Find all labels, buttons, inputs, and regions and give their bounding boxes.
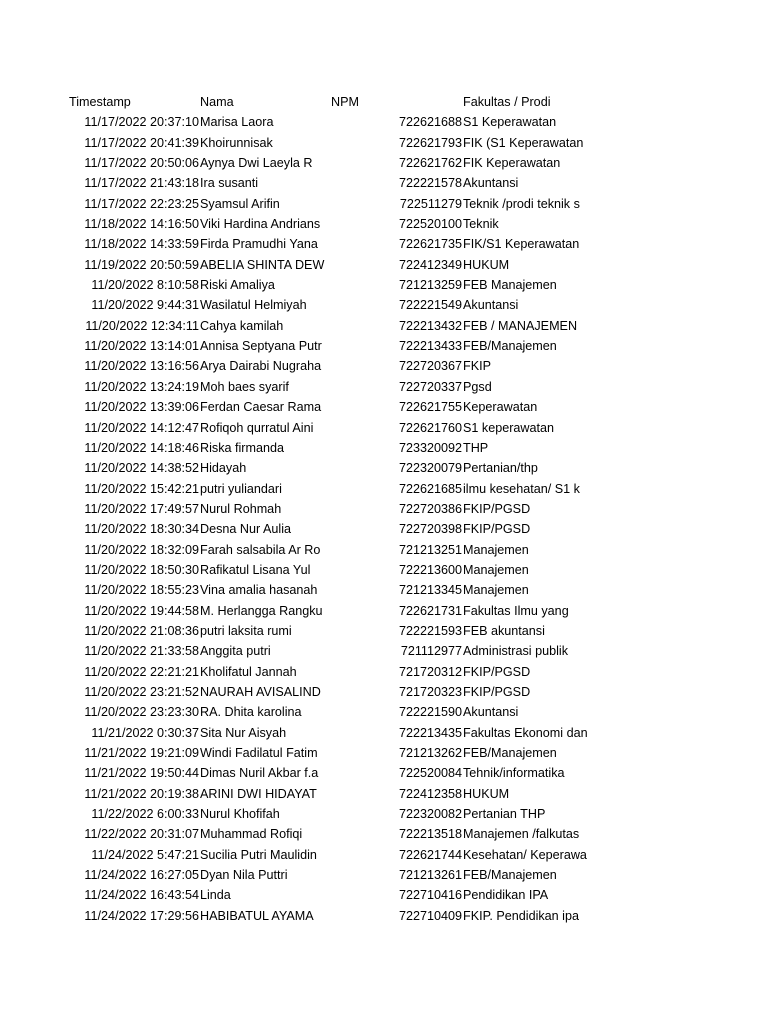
timestamp-cell: 11/20/2022 13:14:01: [84, 339, 199, 354]
timestamp-cell: 11/17/2022 21:43:18: [84, 176, 199, 191]
timestamp-cell: 11/17/2022 20:50:06: [84, 156, 199, 171]
nama-cell: Linda: [200, 888, 231, 903]
npm-cell: 722621688: [398, 115, 462, 130]
header-row: [0, 92, 768, 112]
timestamp-cell: 11/21/2022 20:19:38: [84, 786, 199, 801]
table-row: [0, 479, 768, 499]
timestamp-cell: 11/18/2022 14:16:50: [84, 217, 199, 232]
nama-cell: Aynya Dwi Laeyla R: [200, 156, 313, 171]
fakultas-cell: FKIP/PGSD: [463, 664, 531, 679]
nama-cell: Viki Hardina Andrians: [200, 217, 321, 232]
nama-cell: putri laksita rumi: [200, 623, 292, 638]
table-row: [0, 356, 768, 376]
table-row: [0, 153, 768, 173]
header-nama: Nama: [200, 95, 234, 109]
npm-cell: 722320079: [398, 461, 462, 476]
table-row: [0, 418, 768, 438]
npm-cell: 722621685: [398, 481, 462, 496]
npm-cell: 722621735: [398, 237, 462, 252]
nama-cell: Dimas Nuril Akbar f.a: [200, 766, 319, 781]
timestamp-cell: 11/21/2022 19:21:09: [84, 746, 199, 760]
nama-cell: Vina amalia hasanah: [200, 583, 318, 598]
fakultas-cell: Manajemen: [463, 562, 529, 577]
table-row: [0, 275, 768, 295]
fakultas-cell: FKIP. Pendidikan ipa: [463, 908, 579, 923]
nama-cell: RA. Dhita karolina: [200, 705, 302, 720]
npm-cell: 721213345: [398, 583, 462, 598]
fakultas-cell: Pertanian THP: [463, 807, 546, 822]
table-row: [0, 499, 768, 519]
npm-cell: 722221590: [398, 705, 462, 720]
nama-cell: Desna Nur Aulia: [200, 522, 292, 537]
nama-cell: Ira susanti: [200, 176, 259, 191]
table-row: [0, 560, 768, 580]
nama-cell: Sucilia Putri Maulidin: [200, 847, 317, 862]
nama-cell: Muhammad Rofiqi: [200, 827, 303, 842]
npm-cell: 722621755: [398, 400, 462, 415]
fakultas-cell: Akuntansi: [463, 705, 519, 720]
timestamp-cell: 11/17/2022 20:37:10: [84, 115, 199, 130]
timestamp-cell: 11/20/2022 18:30:34: [84, 522, 199, 537]
table-row: [0, 255, 768, 275]
nama-cell: Sita Nur Aisyah: [200, 725, 287, 740]
nama-cell: Rafikatul Lisana Yul: [200, 562, 311, 577]
fakultas-cell: HUKUM: [463, 257, 510, 272]
nama-cell: Kholifatul Jannah: [200, 664, 297, 679]
fakultas-cell: Administrasi publik: [463, 644, 568, 659]
npm-cell: 722213600: [398, 562, 462, 577]
table-row: [0, 377, 768, 397]
table-row: [0, 519, 768, 539]
npm-cell: 722213435: [398, 725, 462, 740]
npm-cell: 723320092: [398, 440, 462, 455]
timestamp-cell: 11/24/2022 5:47:21: [91, 847, 199, 862]
fakultas-cell: Fakultas Ilmu yang: [463, 603, 569, 618]
table-body: [0, 112, 768, 926]
timestamp-cell: 11/22/2022 6:00:33: [91, 807, 199, 822]
npm-cell: 722621731: [398, 603, 462, 618]
timestamp-cell: 11/20/2022 9:44:31: [91, 298, 199, 313]
header-fakultas: Fakultas / Prodi: [463, 95, 551, 109]
fakultas-cell: S1 keperawatan: [463, 420, 555, 435]
table-row: [0, 763, 768, 783]
npm-cell: 722720398: [398, 522, 462, 537]
nama-cell: putri yuliandari: [200, 481, 282, 496]
table-row: [0, 194, 768, 214]
nama-cell: Annisa Septyana Putr: [200, 339, 322, 354]
table-row: [0, 234, 768, 254]
timestamp-cell: 11/20/2022 8:10:58: [91, 278, 199, 293]
nama-cell: NAURAH AVISALIND: [200, 684, 321, 699]
timestamp-cell: 11/20/2022 15:42:21: [84, 481, 199, 496]
nama-cell: Wasilatul Helmiyah: [200, 298, 307, 313]
fakultas-cell: S1 Keperawatan: [463, 115, 557, 130]
table-row: [0, 458, 768, 478]
fakultas-cell: Pendidikan IPA: [463, 888, 549, 903]
nama-cell: Rofiqoh qurratul Aini: [200, 420, 314, 435]
nama-cell: ABELIA SHINTA DEW: [200, 257, 325, 272]
nama-cell: Marisa Laora: [200, 115, 274, 130]
fakultas-cell: Pertanian/thp: [463, 461, 538, 476]
npm-cell: 722710409: [398, 908, 462, 923]
npm-cell: 721213261: [398, 868, 462, 883]
npm-cell: 722213433: [398, 339, 462, 354]
npm-cell: 722621760: [398, 420, 462, 435]
nama-cell: Ferdan Caesar Rama: [200, 400, 322, 415]
timestamp-cell: 11/20/2022 14:18:46: [84, 440, 199, 455]
npm-cell: 722621744: [398, 847, 462, 862]
fakultas-cell: Teknik /prodi teknik s: [463, 196, 580, 211]
timestamp-cell: 11/20/2022 21:33:58: [84, 644, 199, 659]
npm-cell: 722213432: [398, 318, 462, 333]
npm-cell: 722520084: [398, 766, 462, 781]
timestamp-cell: 11/20/2022 23:21:52: [84, 684, 199, 699]
fakultas-cell: HUKUM: [463, 786, 510, 801]
fakultas-cell: FKIP/PGSD: [463, 684, 531, 699]
timestamp-cell: 11/21/2022 19:50:44: [84, 766, 199, 781]
nama-cell: Nurul Khofifah: [200, 807, 280, 822]
npm-cell: 722720386: [398, 501, 462, 516]
table-row: [0, 641, 768, 661]
nama-cell: ARINI DWI HIDAYAT: [200, 786, 317, 801]
table-row: [0, 885, 768, 905]
fakultas-cell: FEB/Manajemen: [463, 746, 557, 760]
table-row: [0, 804, 768, 824]
fakultas-cell: FEB/Manajemen: [463, 868, 557, 883]
timestamp-cell: 11/20/2022 19:44:58: [84, 603, 199, 618]
fakultas-cell: Akuntansi: [463, 298, 519, 313]
table-row: [0, 621, 768, 641]
fakultas-cell: FKIP/PGSD: [463, 501, 531, 516]
timestamp-cell: 11/24/2022 16:43:54: [84, 888, 199, 903]
npm-cell: 722412349: [398, 257, 462, 272]
nama-cell: Riski Amaliya: [200, 278, 275, 293]
timestamp-cell: 11/20/2022 22:21:21: [84, 664, 199, 679]
nama-cell: HABIBATUL AYAMA: [200, 908, 314, 923]
npm-cell: 721112977: [400, 644, 462, 659]
nama-cell: Hidayah: [200, 461, 247, 476]
fakultas-cell: Tehnik/informatika: [463, 766, 565, 781]
timestamp-cell: 11/20/2022 13:16:56: [84, 359, 199, 374]
timestamp-cell: 11/24/2022 16:27:05: [84, 868, 199, 883]
nama-cell: Nurul Rohmah: [200, 501, 282, 516]
npm-cell: 721720323: [398, 684, 462, 699]
fakultas-cell: FEB Manajemen: [463, 278, 557, 293]
timestamp-cell: 11/20/2022 23:23:30: [84, 705, 199, 720]
fakultas-cell: THP: [463, 440, 489, 455]
header-timestamp: Timestamp: [69, 95, 131, 109]
npm-cell: 722621762: [398, 156, 462, 171]
table-row: [0, 662, 768, 682]
nama-cell: Moh baes syarif: [200, 379, 289, 394]
nama-cell: Anggita putri: [200, 644, 271, 659]
nama-cell: Dyan Nila Puttri: [200, 868, 288, 883]
fakultas-cell: Manajemen: [463, 583, 529, 598]
nama-cell: Windi Fadilatul Fatim: [200, 746, 318, 760]
table-row: [0, 173, 768, 193]
table-row: [0, 133, 768, 153]
table-row: [0, 865, 768, 885]
npm-cell: 722412358: [398, 786, 462, 801]
timestamp-cell: 11/20/2022 17:49:57: [84, 501, 199, 516]
table-row: [0, 580, 768, 600]
nama-cell: Riska firmanda: [200, 440, 284, 455]
npm-cell: 722511279: [399, 196, 462, 211]
fakultas-cell: Manajemen /falkutas: [463, 827, 580, 842]
table-row: [0, 336, 768, 356]
npm-cell: 721213262: [398, 746, 462, 760]
npm-cell: 721720312: [398, 664, 462, 679]
timestamp-cell: 11/17/2022 20:41:39: [84, 135, 199, 150]
npm-cell: 721213251: [398, 542, 462, 557]
npm-cell: 722320082: [398, 807, 462, 822]
timestamp-cell: 11/21/2022 0:30:37: [91, 725, 199, 740]
fakultas-cell: FEB/Manajemen: [463, 339, 557, 354]
timestamp-cell: 11/20/2022 13:39:06: [84, 400, 199, 415]
timestamp-cell: 11/19/2022 20:50:59: [84, 257, 199, 272]
table-row: [0, 682, 768, 702]
table-row: [0, 906, 768, 926]
table-row: [0, 723, 768, 743]
timestamp-cell: 11/20/2022 18:32:09: [84, 542, 199, 557]
table-row: [0, 112, 768, 132]
table-row: [0, 702, 768, 722]
timestamp-cell: 11/22/2022 20:31:07: [84, 827, 199, 842]
table-row: [0, 743, 768, 763]
npm-cell: 722621793: [398, 135, 462, 150]
npm-cell: 722720367: [398, 359, 462, 374]
table-row: [0, 601, 768, 621]
nama-cell: M. Herlangga Rangku: [200, 603, 323, 618]
table-row: [0, 214, 768, 234]
timestamp-cell: 11/20/2022 13:24:19: [84, 379, 199, 394]
npm-cell: 722520100: [398, 217, 462, 232]
timestamp-cell: 11/20/2022 21:08:36: [84, 623, 199, 638]
fakultas-cell: Fakultas Ekonomi dan: [463, 725, 588, 740]
fakultas-cell: Kesehatan/ Keperawa: [463, 847, 587, 862]
fakultas-cell: Keperawatan: [463, 400, 538, 415]
table-row: [0, 295, 768, 315]
fakultas-cell: ilmu kesehatan/ S1 k: [463, 481, 580, 496]
npm-cell: 722213518: [398, 827, 462, 842]
table-row: [0, 845, 768, 865]
spreadsheet: [0, 92, 768, 926]
npm-cell: 722221593: [398, 623, 462, 638]
timestamp-cell: 11/20/2022 18:55:23: [84, 583, 199, 598]
fakultas-cell: Pgsd: [463, 379, 492, 394]
nama-cell: Arya Dairabi Nugraha: [200, 359, 322, 374]
header-npm: NPM: [331, 95, 359, 109]
npm-cell: 722221549: [398, 298, 462, 313]
fakultas-cell: FKIP/PGSD: [463, 522, 531, 537]
fakultas-cell: Manajemen: [463, 542, 529, 557]
table-row: [0, 784, 768, 804]
npm-cell: 722221578: [398, 176, 462, 191]
fakultas-cell: FKIP: [463, 359, 491, 374]
timestamp-cell: 11/20/2022 18:50:30: [84, 562, 199, 577]
timestamp-cell: 11/20/2022 14:38:52: [84, 461, 199, 476]
npm-cell: 722710416: [398, 888, 462, 903]
timestamp-cell: 11/20/2022 12:34:11: [85, 318, 199, 333]
table-row: [0, 824, 768, 844]
nama-cell: Khoirunnisak: [200, 135, 273, 150]
table-row: [0, 316, 768, 336]
fakultas-cell: FIK/S1 Keperawatan: [463, 237, 580, 252]
npm-cell: 722720337: [398, 379, 462, 394]
fakultas-cell: Teknik: [463, 217, 499, 232]
table-row: [0, 540, 768, 560]
fakultas-cell: FEB / MANAJEMEN: [463, 318, 578, 333]
fakultas-cell: Akuntansi: [463, 176, 519, 191]
timestamp-cell: 11/18/2022 14:33:59: [84, 237, 199, 252]
table-row: [0, 438, 768, 458]
timestamp-cell: 11/17/2022 22:23:25: [84, 196, 199, 211]
nama-cell: Firda Pramudhi Yana: [200, 237, 318, 252]
nama-cell: Cahya kamilah: [200, 318, 284, 333]
timestamp-cell: 11/24/2022 17:29:56: [84, 908, 199, 923]
fakultas-cell: FIK Keperawatan: [463, 156, 561, 171]
table-row: [0, 397, 768, 417]
npm-cell: 721213259: [398, 278, 462, 293]
fakultas-cell: FEB akuntansi: [463, 623, 545, 638]
nama-cell: Farah salsabila Ar Ro: [200, 542, 321, 557]
fakultas-cell: FIK (S1 Keperawatan: [463, 135, 584, 150]
timestamp-cell: 11/20/2022 14:12:47: [84, 420, 199, 435]
nama-cell: Syamsul Arifin: [200, 196, 280, 211]
